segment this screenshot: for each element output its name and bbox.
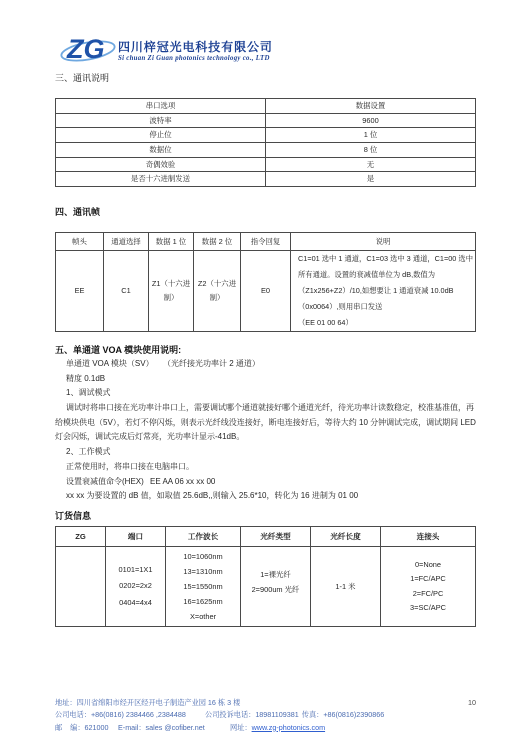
data2-cell: Z2（十六进制） xyxy=(194,251,241,332)
table-row xyxy=(56,143,476,158)
debug-mode-text-line: 灯会闪烁，调试完成后灯常亮，光功率计显示-41dB。 xyxy=(55,432,245,442)
table-cell-empty xyxy=(56,547,106,627)
description-line: C1=01 选中 1 通道，C1=03 选中 3 通道，C1=00 选中 xyxy=(298,254,473,263)
command-line xyxy=(55,475,476,490)
port-option: 0101=1X1 xyxy=(118,564,153,574)
fiber-length-option: 1-1 米 xyxy=(335,582,356,591)
footer-fax: 传真：+86(0816)2390866 xyxy=(301,710,385,720)
work-mode-heading: 2、工作模式 xyxy=(66,447,111,457)
connector-option: 3=SC/APC xyxy=(410,602,446,612)
wavelength-option: 10=1060nm xyxy=(183,552,223,561)
module-name: 单通道 VOA 模块（SV） xyxy=(66,359,154,368)
footer-phone-row xyxy=(55,709,476,721)
connector-option: 2=FC/PC xyxy=(412,588,444,598)
module-line xyxy=(55,357,476,372)
table-cell: 是 xyxy=(266,172,476,187)
section-title-order-info: 订货信息 xyxy=(55,511,92,521)
table-row xyxy=(56,113,476,128)
connector-options-cell xyxy=(381,547,476,627)
company-name-english: Si chuan Zi Guan photonics technology co., LTD xyxy=(118,55,270,62)
column-header-frame-head: 帧头 xyxy=(56,233,104,251)
table-header-row xyxy=(56,527,476,547)
connector-option: 1=FC/APC xyxy=(410,574,446,584)
table-row xyxy=(56,157,476,172)
wavelength-option: 16=1625nm xyxy=(183,597,223,606)
description-line: （0x0064）,则用串口发送 xyxy=(298,302,383,311)
port-option: 0404=4x4 xyxy=(119,597,152,607)
company-logo-icon xyxy=(59,31,117,65)
footer-phone: 公司电话：+86(0816) 2384466 ,2384488 xyxy=(55,710,186,720)
table-cell: 停止位 xyxy=(56,128,266,143)
table-cell: 波特率 xyxy=(56,113,266,128)
description-cell xyxy=(291,251,476,332)
column-header-reply: 指令回复 xyxy=(241,233,291,251)
wavelength-option: 15=1550nm xyxy=(183,582,223,591)
fiber-type-option: 1=裸光纤 xyxy=(260,570,291,579)
column-header-data1: 数据 1 位 xyxy=(149,233,194,251)
port-options-cell xyxy=(106,547,166,627)
page-number: 10 xyxy=(468,698,476,707)
port-option: 0202=2x2 xyxy=(119,581,152,591)
column-header: 数据设置 xyxy=(266,99,476,114)
table-row xyxy=(56,251,476,332)
frame-format-table xyxy=(55,232,476,332)
module-note: （光纤接光功率计 2 通道） xyxy=(163,359,260,368)
footer-email: E-mail：sales @cofiber.net xyxy=(118,722,205,732)
order-info-table xyxy=(55,526,476,627)
table-header-row xyxy=(56,233,476,251)
table-cell: 9600 xyxy=(266,113,476,128)
table-row xyxy=(56,172,476,187)
logo-lettering: ZG xyxy=(67,34,105,64)
column-header-zg: ZG xyxy=(56,527,106,547)
company-name: 四川梓冠光电科技有限公司 xyxy=(118,40,273,54)
wavelength-option: X=other xyxy=(189,612,217,621)
debug-mode-heading: 1、调试模式 xyxy=(66,388,111,398)
frame-head-cell: EE xyxy=(56,251,104,332)
table-cell: 是否十六进制发送 xyxy=(56,172,266,187)
column-header-data2: 数据 2 位 xyxy=(194,233,241,251)
description-line: 所有通道。设置的衰减值单位为 dB,数值为 xyxy=(298,270,436,279)
column-header-wavelength: 工作波长 xyxy=(166,527,241,547)
table-header-row xyxy=(56,99,476,114)
table-cell: 1 位 xyxy=(266,128,476,143)
fiber-type-option: 2=900um 光纤 xyxy=(251,585,300,594)
data1-cell: Z1（十六进制） xyxy=(149,251,194,332)
debug-mode-text-line: 调试时将串口接在光功率计串口上，需要调试哪个通道就接好哪个通道光纤，待光功率计读数稳定，校准基准值，再 xyxy=(66,403,474,413)
fiber-type-options-cell xyxy=(241,547,311,627)
column-header-channel: 通道选择 xyxy=(104,233,149,251)
command-value: EE AA 06 xx xx 00 xyxy=(150,476,216,486)
channel-cell: C1 xyxy=(104,251,149,332)
voa-usage-instructions xyxy=(55,357,476,504)
wavelength-option: 13=1310nm xyxy=(183,567,223,576)
section-title-voa-usage: 五、单通道 VOA 模块使用说明: xyxy=(55,345,182,355)
column-header-port: 端口 xyxy=(106,527,166,547)
command-example-line: xx xx 为要设置的 dB 值，如取值 25.6dB,,则输入 25.6*10，转化为 16 进制为 01 00 xyxy=(66,491,359,501)
table-cell: 8 位 xyxy=(266,143,476,158)
description-line: （EE 01 00 64） xyxy=(298,318,353,327)
wavelength-options-cell xyxy=(166,547,241,627)
column-header-fiber-type: 光纤类型 xyxy=(241,527,311,547)
description-line: （Z1x256+Z2）/10,如想要让 1 通道衰减 10.0dB xyxy=(298,286,454,295)
fiber-length-cell xyxy=(311,547,381,627)
column-header-description: 说明 xyxy=(291,233,476,251)
debug-mode-text-line: 给模块供电（5V），若灯不停闪烁，则表示光纤线没连接好，断电连接好后，等待大约 10 分钟调试完成，调试期间 LED xyxy=(55,417,476,427)
footer-website-label: 网址： xyxy=(230,722,252,732)
column-header-connector: 连接头 xyxy=(381,527,476,547)
footer-postcode: 邮 编：621000 xyxy=(55,722,109,732)
footer-contact-row xyxy=(55,722,476,734)
work-mode-text-line: 正常使用时，将串口接在电脑串口。 xyxy=(66,461,194,471)
precision-line: 精度 0.1dB xyxy=(66,373,106,383)
reply-cell: E0 xyxy=(241,251,291,332)
section-title-communication: 三、通讯说明 xyxy=(55,73,110,83)
connector-option: 0=None xyxy=(414,559,442,569)
footer-complaint-phone: 公司投诉电话：18981109381 xyxy=(205,710,299,720)
footer-address-row xyxy=(55,697,476,709)
footer-address: 地址：四川省绵阳市经开区经开电子制造产业园 16 栋 3 楼 xyxy=(55,698,241,707)
serial-settings-table xyxy=(55,98,476,187)
footer-website-link[interactable]: www.zg-photonics.com xyxy=(251,722,326,732)
page-footer xyxy=(55,697,476,734)
table-row xyxy=(56,128,476,143)
table-cell: 奇偶效验 xyxy=(56,157,266,172)
table-row xyxy=(56,547,476,627)
command-label: 设置衰减值命令(HEX) xyxy=(66,476,144,486)
table-cell: 数据位 xyxy=(56,143,266,158)
table-cell: 无 xyxy=(266,157,476,172)
column-header: 串口选项 xyxy=(56,99,266,114)
section-title-frame: 四、通讯帧 xyxy=(55,207,101,217)
column-header-fiber-length: 光纤长度 xyxy=(311,527,381,547)
